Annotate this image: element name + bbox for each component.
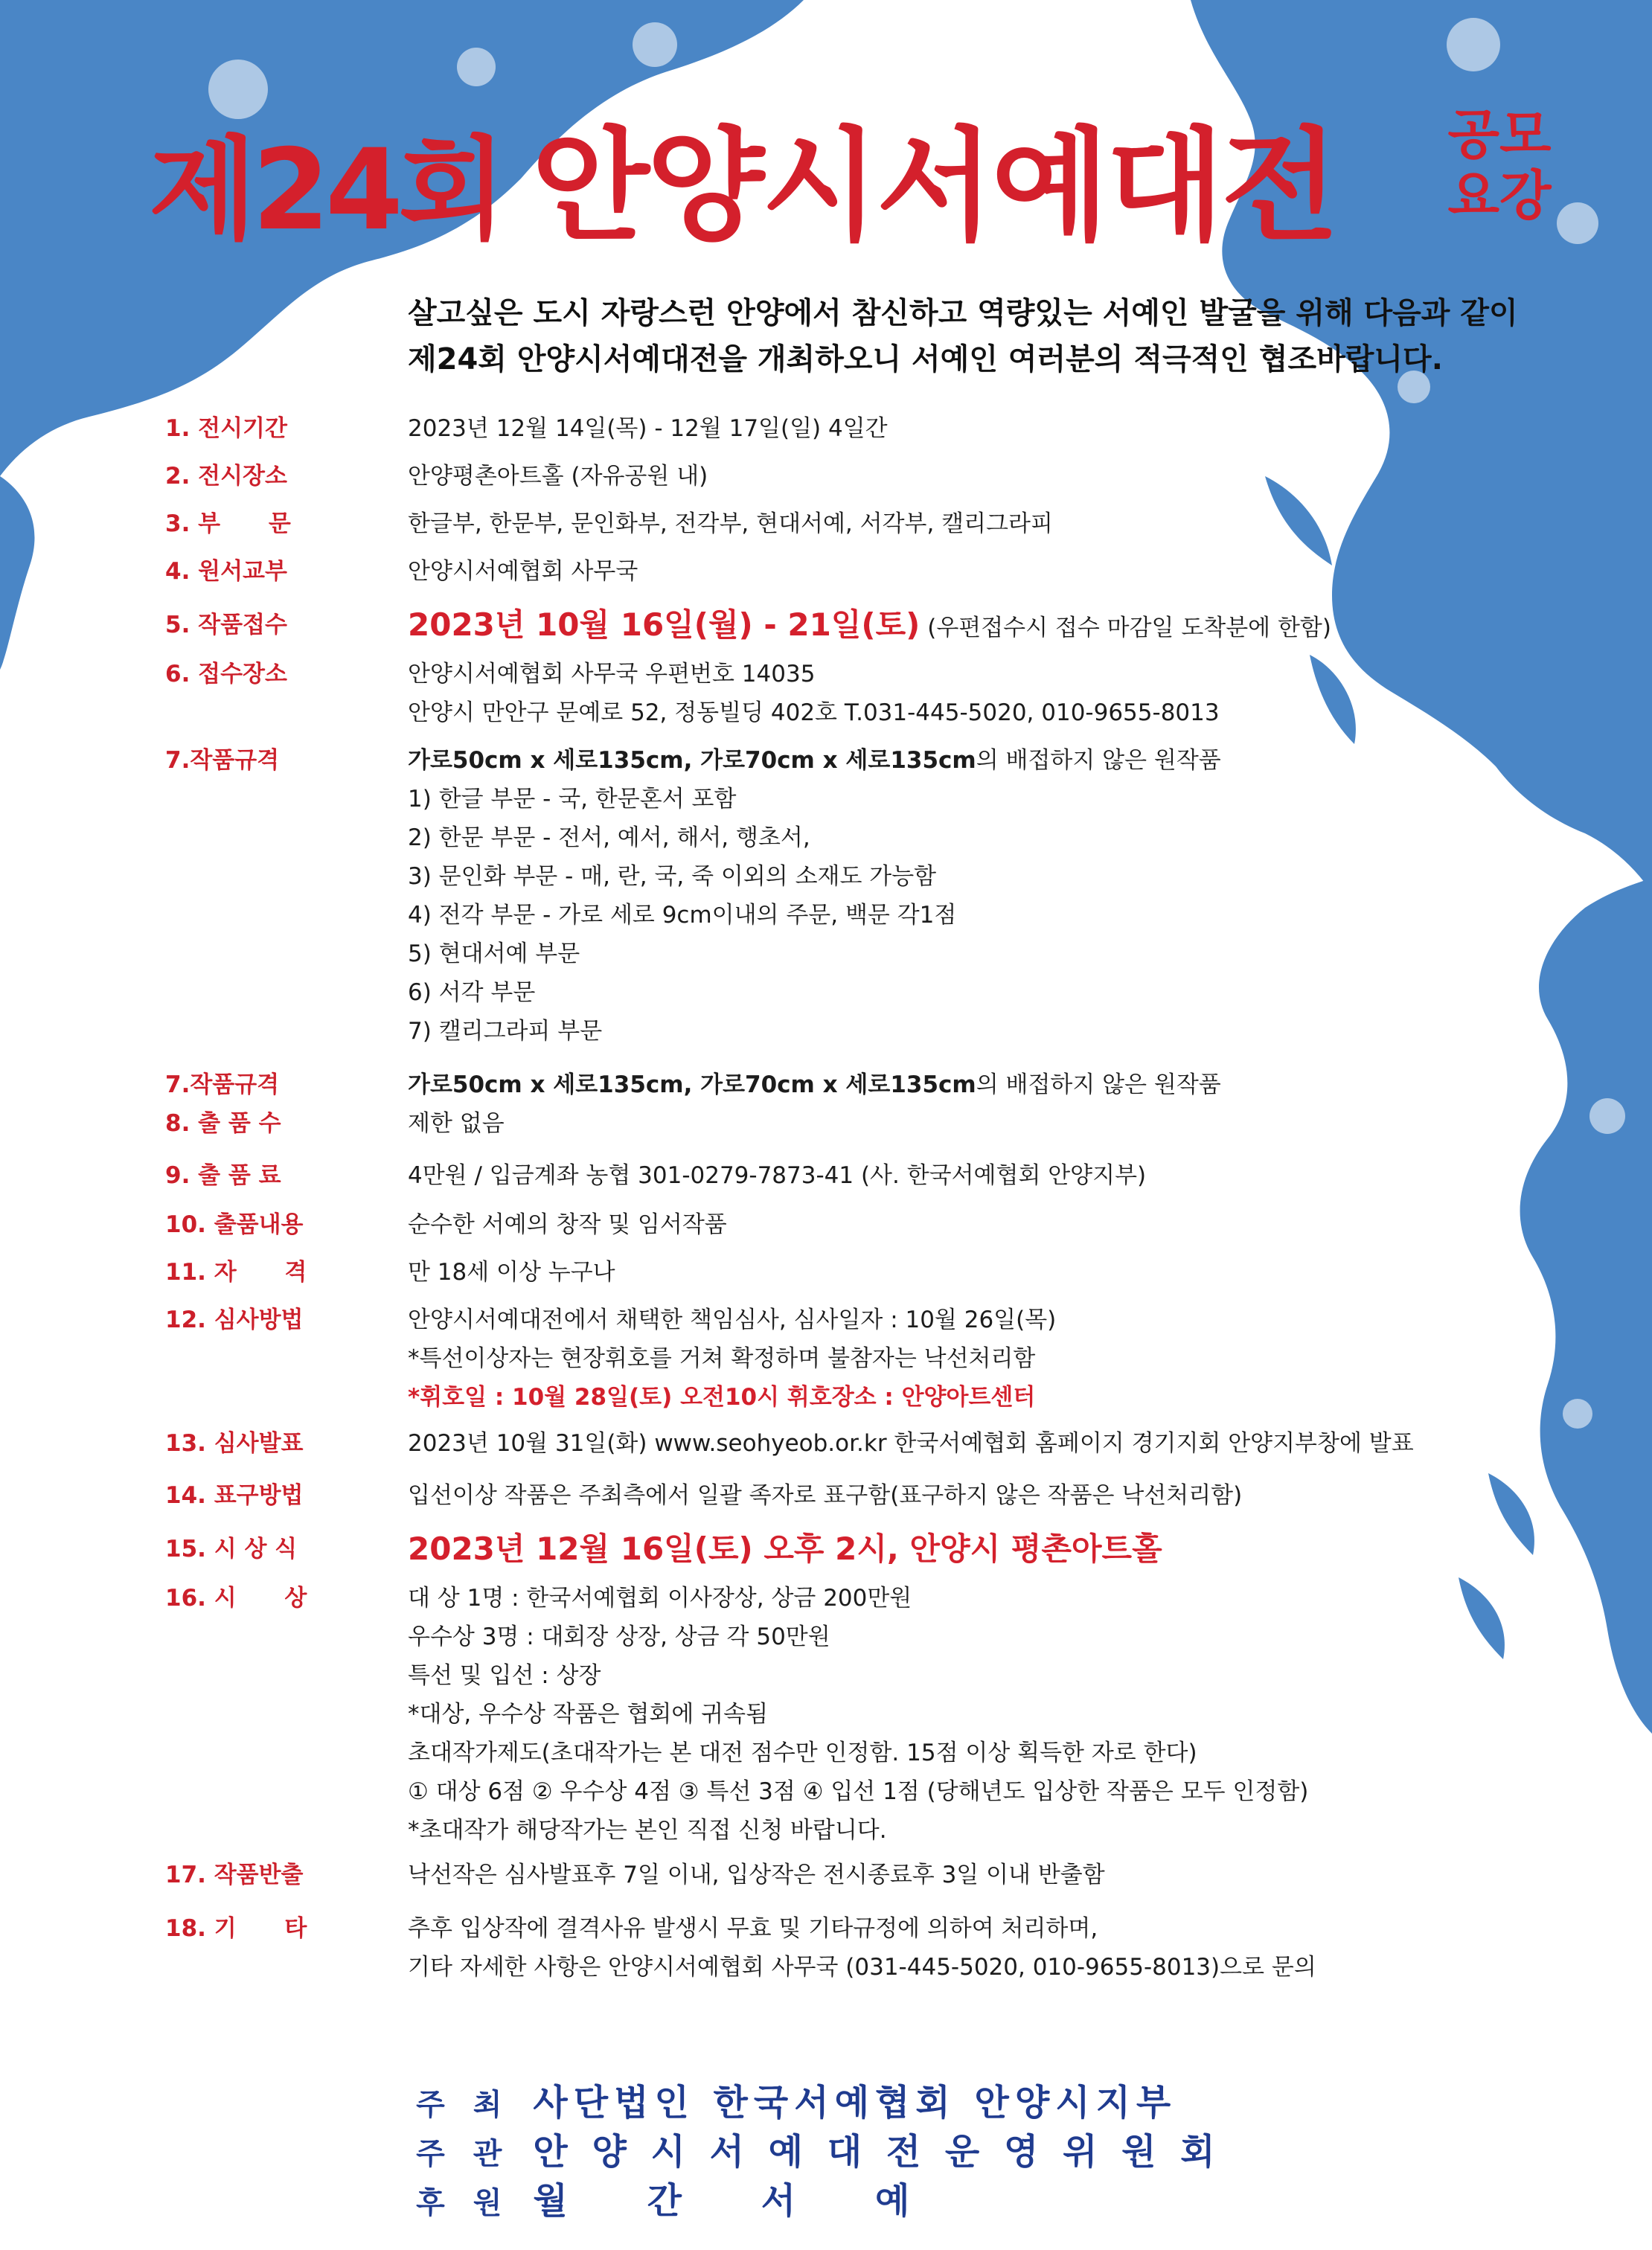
row-line: 대 상 1명 : 한국서예협회 이사장상, 상금 200만원 bbox=[408, 1585, 912, 1612]
title-subtitle-line1: 공모 bbox=[1447, 103, 1552, 166]
row-line: *특선이상자는 현장휘호를 거쳐 확정하며 불참자는 낙선처리함 bbox=[408, 1345, 1036, 1372]
row-value bbox=[408, 1156, 1146, 1195]
spec-bold: 가로50cm x 세로135cm, 가로70cm x 세로135cm bbox=[408, 1071, 976, 1098]
organizer-sponsor bbox=[408, 2129, 916, 2222]
title-subtitle bbox=[1436, 104, 1563, 226]
row-line: 1) 한글 부문 - 국, 한문혼서 포함 bbox=[408, 786, 737, 812]
row-value bbox=[408, 1856, 1105, 1894]
submission-date-highlight: 2023년 10월 16일(월) - 21일(토) bbox=[408, 606, 921, 643]
organizer-host bbox=[408, 2031, 1177, 2124]
row-line: 안양시서예협회 사무국 bbox=[408, 558, 638, 585]
organizer-role: 주 관 bbox=[416, 2137, 511, 2171]
spec-rest: 의 배접하지 않은 원작품 bbox=[976, 747, 1221, 774]
row-line: 만 18세 이상 누구나 bbox=[408, 1259, 615, 1286]
row-line: 기타 자세한 사항은 안양시서예협회 사무국 (031-445-5020, 010-9655-8013)으로 문의 bbox=[408, 1954, 1316, 1981]
row-value bbox=[408, 504, 1053, 543]
row-label: 12. 심사방법 bbox=[165, 1307, 304, 1333]
row-value bbox=[408, 1579, 1308, 1850]
row-line: 입선이상 작품은 주최측에서 일괄 족자로 표구함(표구하지 않은 작품은 낙선처리함) bbox=[408, 1482, 1243, 1509]
row-line: 2023년 10월 31일(화) www.seohyeob.or.kr 한국서예협회 홈페이지 경기지회 안양지부창에 발표 bbox=[408, 1430, 1414, 1457]
title-subtitle-line2: 요강 bbox=[1447, 164, 1552, 227]
row-label: 16. 시 상 bbox=[165, 1585, 307, 1612]
row-value bbox=[408, 741, 1221, 1051]
organizer-name: 안 양 시 서 예 대 전 운 영 위 원 회 bbox=[533, 2131, 1221, 2173]
row-line: 5) 현대서예 부문 bbox=[408, 940, 580, 967]
row-label: 13. 심사발표 bbox=[165, 1430, 304, 1457]
intro-paragraph bbox=[408, 290, 1569, 382]
organizer-manager bbox=[408, 2080, 1221, 2173]
row-label: 7.작품규격 bbox=[165, 747, 280, 774]
row-value bbox=[408, 552, 638, 591]
submission-note: (우편접수시 접수 마감일 도착분에 한함) bbox=[920, 615, 1331, 641]
row-label: 2. 전시장소 bbox=[165, 463, 287, 490]
row-label: 11. 자 격 bbox=[165, 1259, 307, 1286]
row-label: 18. 기 타 bbox=[165, 1915, 307, 1942]
row-label: 6. 접수장소 bbox=[165, 661, 287, 688]
intro-line: 살고싶은 도시 자랑스런 안양에서 참신하고 역량있는 서예인 발굴을 위해 다음과 같이 bbox=[408, 296, 1518, 330]
row-label: 3. 부 문 bbox=[165, 510, 291, 537]
row-label: 9. 출 품 료 bbox=[165, 1162, 281, 1189]
row-line: 안양시서예협회 사무국 우편번호 14035 bbox=[408, 661, 816, 688]
row-line: 추후 입상작에 결격사유 발생시 무효 및 기타규정에 의하여 처리하며, bbox=[408, 1915, 1098, 1942]
row-value bbox=[408, 1424, 1414, 1463]
row-label: 7.작품규격 bbox=[165, 1071, 280, 1098]
row-line: 안양평촌아트홀 (자유공원 내) bbox=[408, 463, 708, 490]
row-value bbox=[408, 1909, 1316, 1987]
row-label: 17. 작품반출 bbox=[165, 1862, 304, 1888]
row-line: 4) 전각 부문 - 가로 세로 9cm이내의 주문, 백문 각1점 bbox=[408, 902, 957, 929]
page-title bbox=[149, 88, 1336, 263]
row-line: 순수한 서예의 창작 및 임서작품 bbox=[408, 1211, 727, 1238]
row-line: *초대작가 해당작가는 본인 직접 신청 바랍니다. bbox=[408, 1817, 887, 1844]
row-line: 제한 없음 bbox=[408, 1110, 505, 1137]
intro-line: 제24회 안양시서예대전을 개최하오니 서예인 여러분의 적극적인 협조바랍니다. bbox=[408, 342, 1443, 376]
row-line: 4만원 / 입금계좌 농협 301-0279-7873-41 (사. 한국서예협회 안양지부) bbox=[408, 1162, 1147, 1189]
spec-rest: 의 배접하지 않은 원작품 bbox=[976, 1071, 1221, 1098]
row-line: 초대작가제도(초대작가는 본 대전 점수만 인정함. 15점 이상 획득한 자로 한다) bbox=[408, 1740, 1197, 1766]
row-line: 7) 캘리그라피 부문 bbox=[408, 1018, 603, 1045]
row-line: 안양시서예대전에서 채택한 책임심사, 심사일자 : 10월 26일(목) bbox=[408, 1307, 1057, 1333]
row-label: 15. 시 상 식 bbox=[165, 1536, 298, 1562]
row-value bbox=[408, 1104, 505, 1143]
row-line: 우수상 3명 : 대회장 상장, 상금 각 50만원 bbox=[408, 1624, 830, 1650]
row-value bbox=[408, 457, 708, 496]
row-line: 낙선작은 심사발표후 7일 이내, 입상작은 전시종료후 3일 이내 반출함 bbox=[408, 1862, 1105, 1888]
organizer-role: 주 최 bbox=[416, 2088, 511, 2122]
row-line: 6) 서각 부문 bbox=[408, 979, 536, 1006]
row-label: 1. 전시기간 bbox=[165, 415, 287, 442]
row-line: 2) 한문 부문 - 전서, 예서, 해서, 행초서, bbox=[408, 824, 810, 851]
row-line: 3) 문인화 부문 - 매, 란, 국, 죽 이외의 소재도 가능함 bbox=[408, 863, 937, 890]
row-value bbox=[408, 1205, 727, 1244]
row-line: ① 대상 6점 ② 우수상 4점 ③ 특선 3점 ④ 입선 1점 (당해년도 입상한 작품은 모두 인정함) bbox=[408, 1778, 1309, 1805]
row-line: *대상, 우수상 작품은 협회에 귀속됨 bbox=[408, 1701, 769, 1728]
calligraphy-session-notice: *휘호일 : 10월 28일(토) 오전10시 휘호장소 : 안양아트센터 bbox=[408, 1384, 1036, 1411]
organizer-name: 월 간 서 예 bbox=[533, 2180, 916, 2222]
row-label: 4. 원서교부 bbox=[165, 558, 287, 585]
row-line: 특선 및 입선 : 상장 bbox=[408, 1662, 601, 1689]
row-line: 2023년 12월 14일(목) - 12월 17일(일) 4일간 bbox=[408, 415, 888, 442]
row-label: 5. 작품접수 bbox=[165, 612, 287, 638]
row-value bbox=[408, 1253, 615, 1292]
row-value bbox=[408, 655, 1220, 732]
row-value bbox=[408, 1476, 1242, 1515]
row-value bbox=[408, 1301, 1056, 1417]
row-value bbox=[408, 1065, 1221, 1104]
row-value bbox=[408, 1530, 1162, 1568]
spec-bold: 가로50cm x 세로135cm, 가로70cm x 세로135cm bbox=[408, 747, 976, 774]
row-value bbox=[408, 409, 888, 448]
organizer-name: 사단법인 한국서예협회 안양시지부 bbox=[533, 2082, 1177, 2124]
ceremony-date-highlight: 2023년 12월 16일(토) 오후 2시, 안양시 평촌아트홀 bbox=[408, 1531, 1162, 1567]
row-label: 10. 출품내용 bbox=[165, 1211, 304, 1238]
title-event-name: 안양시서예대전 bbox=[531, 115, 1336, 257]
title-edition: 제24회 bbox=[149, 126, 502, 255]
row-value bbox=[408, 606, 1331, 644]
row-label: 14. 표구방법 bbox=[165, 1482, 304, 1509]
organizer-role: 후 원 bbox=[416, 2186, 511, 2220]
row-line: 한글부, 한문부, 문인화부, 전각부, 현대서예, 서각부, 캘리그라피 bbox=[408, 510, 1053, 537]
row-label: 8. 출 품 수 bbox=[165, 1110, 281, 1137]
row-line: 안양시 만안구 문예로 52, 정동빌딩 402호 T.031-445-5020, 010-9655-8013 bbox=[408, 699, 1220, 726]
